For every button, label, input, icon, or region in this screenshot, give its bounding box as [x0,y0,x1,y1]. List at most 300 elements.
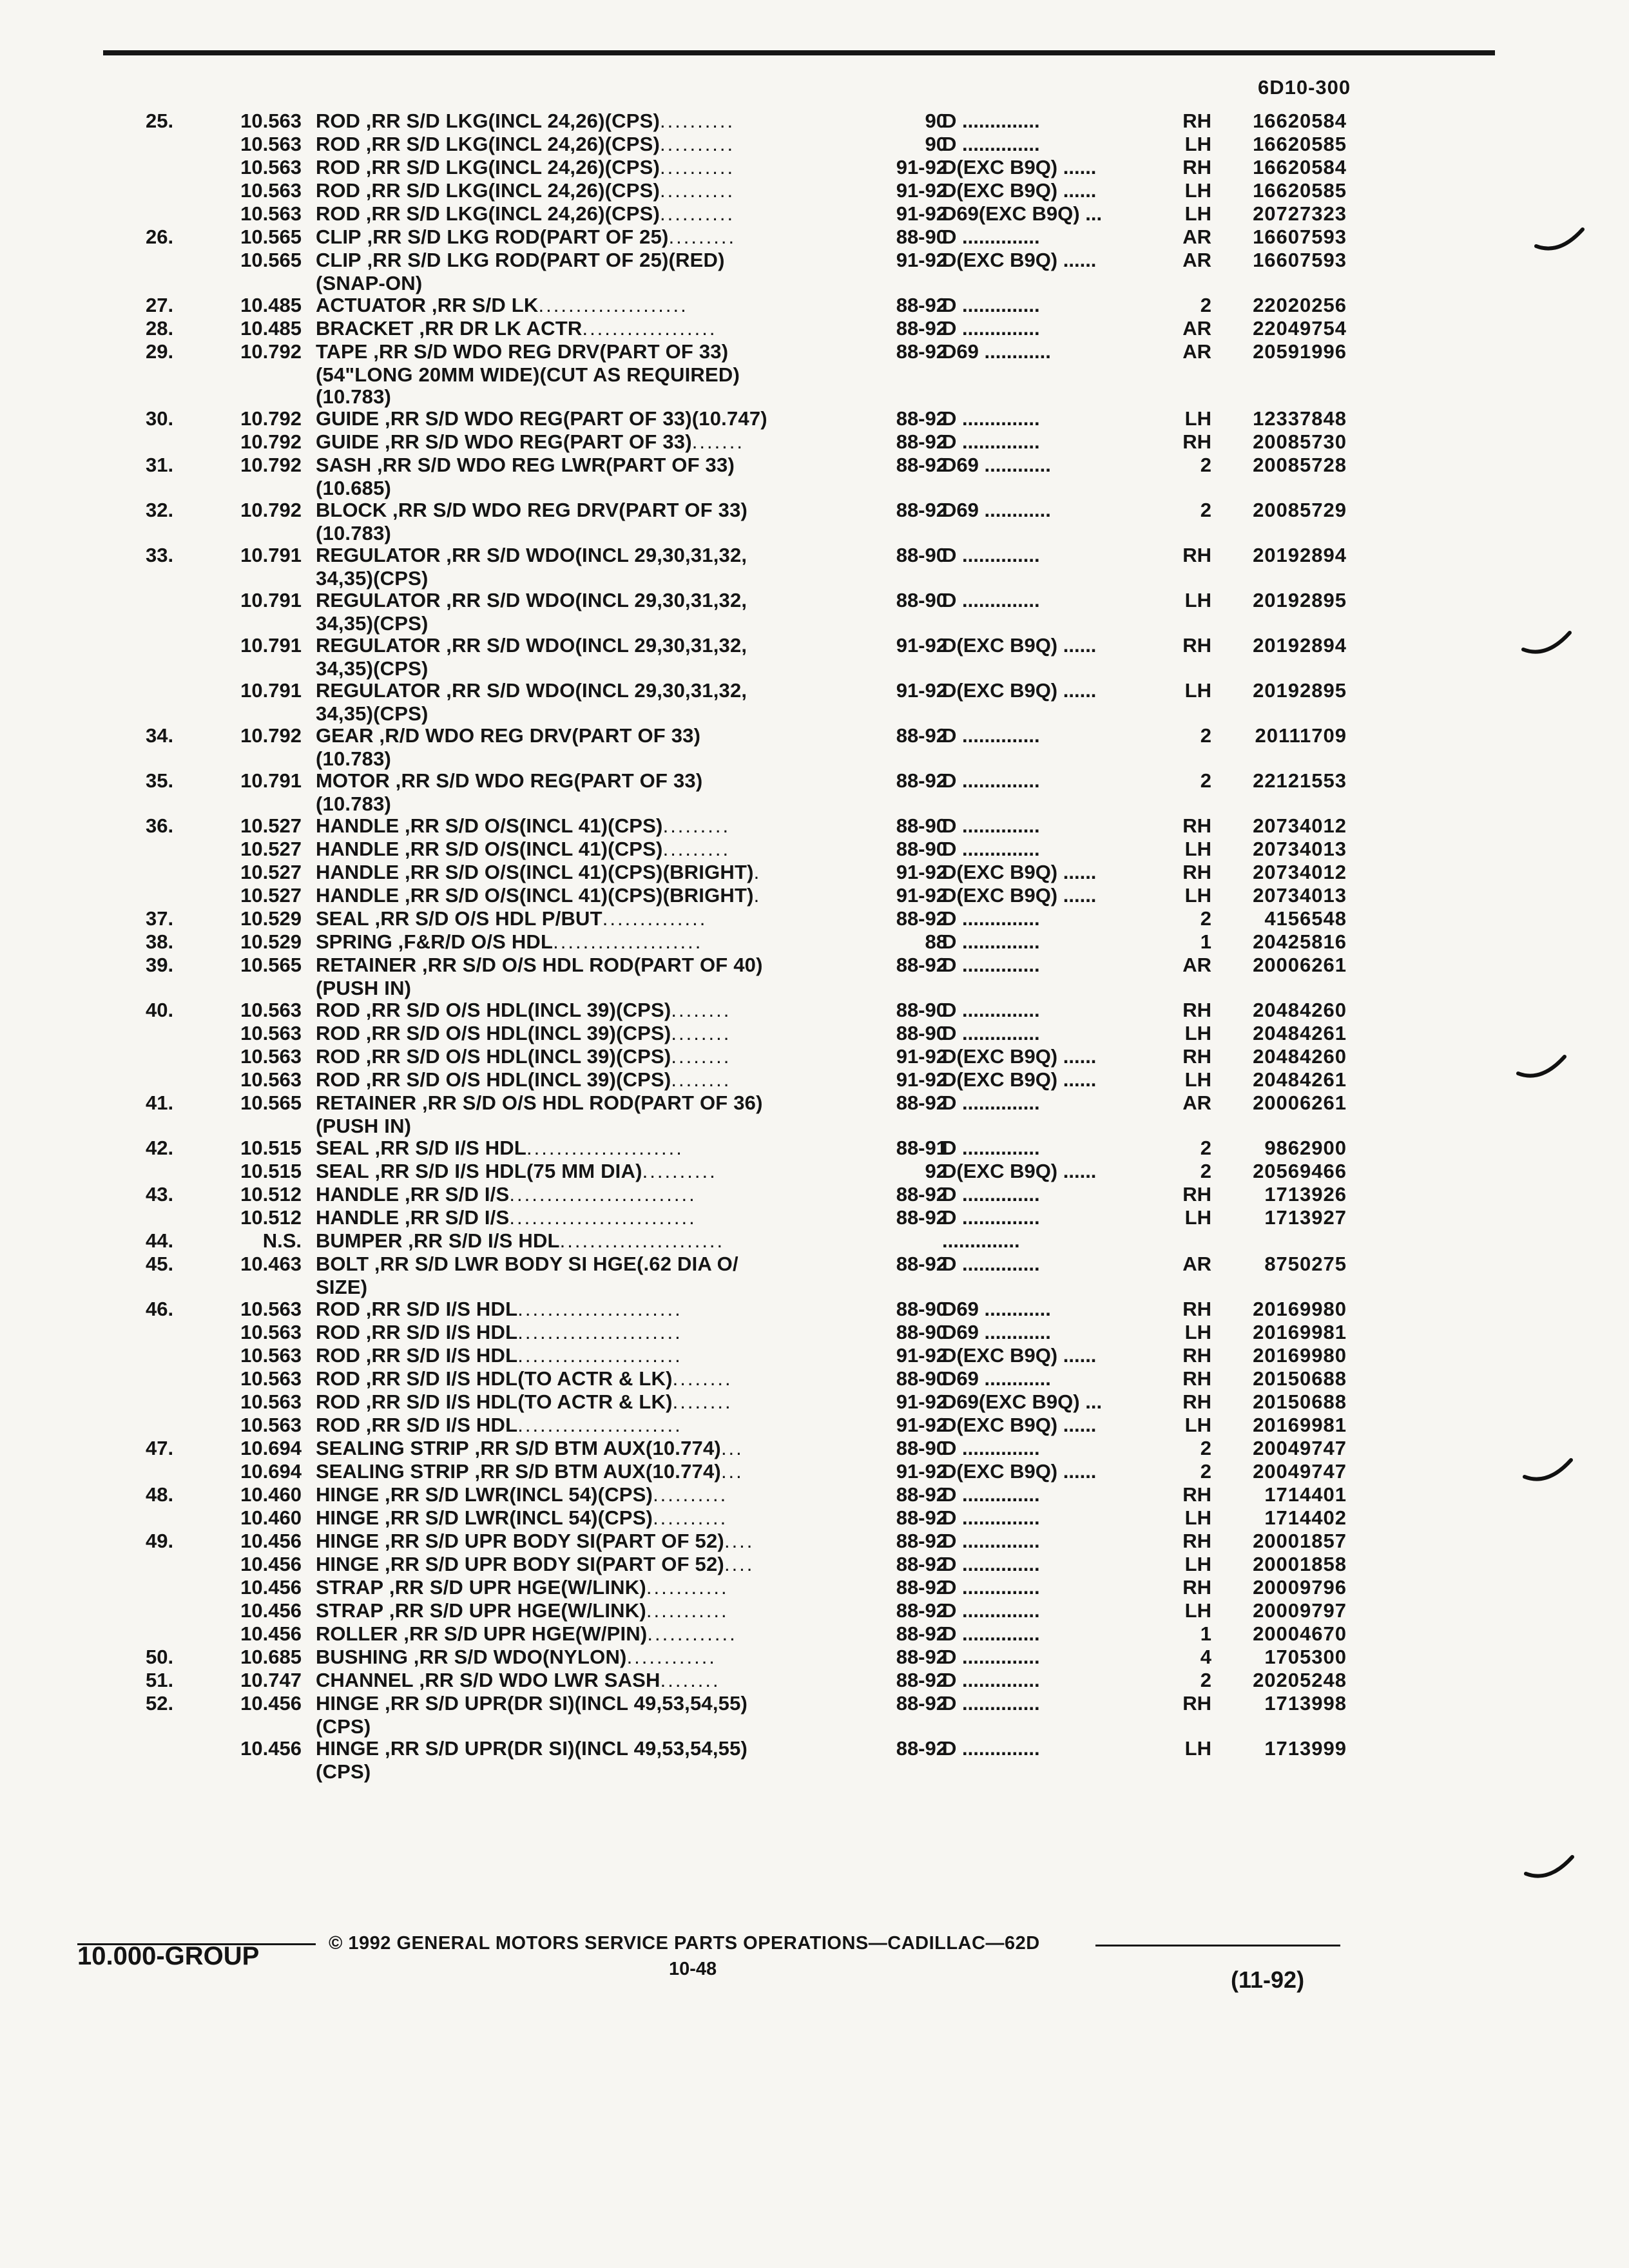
body-code: D .............. [942,1091,1040,1114]
part-number: 20169981 [1253,1321,1347,1343]
model-years: 91-92 [896,884,947,907]
body-code: D(EXC B9Q) ...... [942,1045,1097,1068]
description [316,1530,857,1553]
description-text: ,RR S/D O/S HDL(INCL 39)(CPS) [360,999,671,1021]
ref-number: 49. [146,1530,174,1552]
position: LH [1184,1737,1211,1760]
part-name: ROD [316,156,360,178]
position: RH [1182,1183,1211,1206]
position: AR [1182,317,1211,340]
group-number: 10.456 [240,1692,302,1715]
part-row [0,634,1629,657]
position: RH [1182,1576,1211,1599]
group-number: 10.515 [240,1160,302,1182]
leader-dots: ........ [671,999,731,1021]
body-code: D(EXC B9Q) ...... [942,884,1097,907]
body-code: D69 ............ [942,499,1051,521]
leader-dots: ......... [668,226,737,248]
model-years: 90 [925,110,947,132]
position: 2 [1200,907,1211,930]
description [316,930,857,954]
part-name: REGULATOR [316,679,441,702]
part-name: HANDLE [316,884,400,907]
part-name: BUSHING [316,1646,408,1668]
part-name: BLOCK [316,499,387,521]
position: AR [1182,1253,1211,1275]
part-row [0,1437,1629,1460]
group-number: 10.456 [240,1553,302,1575]
group-number: 10.456 [240,1576,302,1599]
leader-dots: ... [720,1460,744,1483]
part-number: 1713927 [1264,1206,1347,1229]
position: 2 [1200,1160,1211,1182]
part-number: 22020256 [1253,294,1347,316]
description [316,340,857,363]
part-name: ROD [316,1321,360,1343]
description-text: ,RR S/D O/S HDL ROD(PART OF 36) [416,1091,763,1114]
description-text: (10.783) [316,747,392,770]
description [316,522,857,545]
description-text: ,RR S/D I/S [399,1183,510,1206]
part-row [0,499,1629,522]
body-code: D(EXC B9Q) ...... [942,634,1097,657]
part-row [0,999,1629,1022]
body-code: D .............. [942,1253,1040,1275]
description [316,1576,857,1599]
description-text: (10.685) [316,477,392,499]
ref-number: 37. [146,907,174,930]
description [316,1437,857,1460]
model-years: 88-92 [896,499,947,521]
part-name: TAPE [316,340,368,363]
leader-dots: .... [724,1530,755,1552]
description-text: ,RR S/D I/S HDL [360,1321,518,1343]
position: RH [1182,634,1211,657]
part-row [0,1715,1629,1737]
leader-dots: . [753,861,762,883]
body-code: D .............. [942,1022,1040,1044]
body-code: D(EXC B9Q) ...... [942,1414,1097,1436]
leader-dots: ........... [646,1576,729,1599]
group-number: 10.563 [240,202,302,225]
part-name: HINGE [316,1692,380,1715]
position: AR [1182,340,1211,363]
part-number: 20001857 [1253,1530,1347,1552]
part-name: HINGE [316,1506,380,1529]
part-name: GUIDE [316,407,380,430]
part-name: BOLT [316,1253,369,1275]
ref-number: 41. [146,1091,174,1114]
body-code: D .............. [942,294,1040,316]
description-text: ,RR S/D LKG(INCL 24,26)(CPS) [360,110,660,132]
part-number: 16607593 [1253,226,1347,248]
leader-dots: ...................... [517,1344,682,1367]
part-number: 9862900 [1264,1137,1347,1159]
position: 2 [1200,294,1211,316]
part-name: CLIP [316,226,361,248]
part-number: 20001858 [1253,1553,1347,1575]
part-row [0,407,1629,430]
part-row [0,340,1629,363]
position: AR [1182,954,1211,976]
group-number: 10.565 [240,249,302,271]
group-number: 10.792 [240,407,302,430]
part-number: 16620585 [1253,179,1347,202]
group-number: 10.565 [240,226,302,248]
part-number: 20009797 [1253,1599,1347,1622]
leader-dots: ........ [660,1669,720,1691]
description-text: (10.783) [316,793,392,815]
description [316,884,857,907]
model-years: 88-90 [896,1321,947,1343]
part-name: ROD [316,1298,360,1320]
leader-dots: .......... [660,202,735,225]
model-years: 91-92 [896,179,947,202]
part-row [0,1483,1629,1506]
group-number: 10.563 [240,1344,302,1367]
part-row [0,1091,1629,1115]
part-name: SPRING [316,930,392,953]
ref-number: 46. [146,1298,174,1320]
body-code: D .............. [942,769,1040,792]
part-number: 20734012 [1253,861,1347,883]
part-row [0,385,1629,407]
description-text: ,RR DR LK ACTR [413,317,583,340]
description-text: ,RR S/D WDO(NYLON) [407,1646,627,1668]
part-row [0,1160,1629,1183]
group-number: 10.512 [240,1183,302,1206]
description [316,1506,857,1530]
position: 2 [1200,499,1211,521]
leader-dots: ........... [646,1599,729,1622]
binder-hole-mark [1522,1457,1574,1487]
description-text: ,RR S/D I/S HDL [369,1137,527,1159]
description [316,156,857,179]
group-number: N.S. [262,1229,302,1252]
part-number: 1713998 [1264,1692,1347,1715]
part-name: ROD [316,1344,360,1367]
part-name: ROD [316,179,360,202]
position: 2 [1200,1460,1211,1483]
part-row [0,1229,1629,1253]
description [316,317,857,340]
part-name: CHANNEL [316,1669,414,1691]
part-number: 22049754 [1253,317,1347,340]
part-number: 20169981 [1253,1414,1347,1436]
body-code: D(EXC B9Q) ...... [942,179,1097,202]
binder-hole-mark [1534,227,1585,256]
ref-number: 29. [146,340,174,363]
part-name: ROD [316,1414,360,1436]
part-number: 1714401 [1264,1483,1347,1506]
part-row [0,1253,1629,1276]
description-text: ,RR S/D I/S HDL(TO ACTR & LK) [360,1390,673,1413]
group-number: 10.791 [240,769,302,792]
body-code: D .............. [942,1599,1040,1622]
position: RH [1182,1344,1211,1367]
description [316,179,857,202]
leader-dots: .......... [653,1483,728,1506]
description-text: ,RR S/D UPR HGE(W/PIN) [398,1622,648,1645]
description [316,1229,857,1253]
position: LH [1184,838,1211,860]
description [316,226,857,249]
part-row [0,272,1629,294]
body-code: D69 ............ [942,340,1051,363]
description-text: ,RR S/D I/S [399,1206,510,1229]
part-name: SEALING STRIP [316,1460,469,1483]
description-text: 34,35)(CPS) [316,567,429,590]
part-row [0,612,1629,634]
body-code: D .............. [942,1553,1040,1575]
part-number: 20591996 [1253,340,1347,363]
part-number: 20085730 [1253,430,1347,453]
description-text: ,RR S/D O/S(INCL 41)(CPS) [399,838,663,860]
description-text: ,RR S/D O/S(INCL 41)(CPS) [399,814,663,837]
body-code: D(EXC B9Q) ...... [942,156,1097,178]
part-row [0,1344,1629,1367]
position: RH [1182,1390,1211,1413]
ref-number: 42. [146,1137,174,1159]
part-number: 4156548 [1264,907,1347,930]
position: LH [1184,1321,1211,1343]
part-row [0,1506,1629,1530]
part-name: ROD [316,1390,360,1413]
description [316,1669,857,1692]
description [316,1091,857,1115]
part-row [0,1414,1629,1437]
part-name: GEAR [316,724,374,747]
description-text: ,R/D WDO REG DRV(PART OF 33) [373,724,701,747]
group-number: 10.747 [240,1669,302,1691]
group-number: 10.565 [240,1091,302,1114]
part-row [0,793,1629,814]
part-row [0,977,1629,999]
ref-number: 47. [146,1437,174,1459]
ref-number: 30. [146,407,174,430]
part-number: 16620584 [1253,110,1347,132]
description [316,1692,857,1715]
group-number: 10.694 [240,1437,302,1459]
ref-number: 25. [146,110,174,132]
description [316,1414,857,1437]
part-number: 20205248 [1253,1669,1347,1691]
position: RH [1182,861,1211,883]
part-number: 12337848 [1253,407,1347,430]
part-row [0,317,1629,340]
description-text: ,RR S/D LWR(INCL 54)(CPS) [379,1506,653,1529]
part-row [0,156,1629,179]
position: RH [1182,1692,1211,1715]
body-code: D .............. [942,1206,1040,1229]
model-years: 88-92 [896,1183,947,1206]
position: RH [1182,1045,1211,1068]
description-text: ,RR S/D UPR(DR SI)(INCL 49,53,54,55) [379,1692,748,1715]
part-row [0,1692,1629,1715]
model-years: 91-92 [896,202,947,225]
body-code: D(EXC B9Q) ...... [942,679,1097,702]
part-row [0,589,1629,612]
body-code: D(EXC B9Q) ...... [942,249,1097,271]
description [316,385,857,408]
description-text: ,RR S/D WDO REG DRV(PART OF 33) [387,499,748,521]
group-number: 10.563 [240,1045,302,1068]
group-number: 10.685 [240,1646,302,1668]
model-years: 88-90 [896,589,947,611]
part-name: ACTUATOR [316,294,427,316]
model-years: 88-92 [896,454,947,476]
group-number: 10.792 [240,340,302,363]
description-text: ,RR S/D WDO(INCL 29,30,31,32, [440,634,747,657]
group-number: 10.792 [240,430,302,453]
group-number: 10.791 [240,589,302,611]
description [316,814,857,838]
part-number: 20192895 [1253,679,1347,702]
part-name: ROD [316,1022,360,1044]
part-row [0,814,1629,838]
ref-number: 34. [146,724,174,747]
group-number: 10.460 [240,1483,302,1506]
description-text: ,RR S/D WDO REG(PART OF 33) [379,430,692,453]
part-number: 1714402 [1264,1506,1347,1529]
position: LH [1184,1206,1211,1229]
group-number: 10.563 [240,1367,302,1390]
description [316,272,857,295]
leader-dots: .............. [602,907,708,930]
part-row [0,679,1629,702]
position: 2 [1200,724,1211,747]
part-name: RETAINER [316,1091,417,1114]
body-code: D(EXC B9Q) ...... [942,1160,1097,1182]
part-name: ROD [316,133,360,155]
description [316,1646,857,1669]
binder-hole-mark [1521,630,1572,660]
group-number: 10.527 [240,838,302,860]
part-row [0,1737,1629,1760]
part-number: 20484260 [1253,999,1347,1021]
description [316,1160,857,1183]
group-number: 10.792 [240,499,302,521]
group-number: 10.512 [240,1206,302,1229]
body-code: D(EXC B9Q) ...... [942,1068,1097,1091]
part-number: 20006261 [1253,1091,1347,1114]
description [316,1483,857,1506]
leader-dots: ........ [672,1367,733,1390]
part-row [0,1576,1629,1599]
model-years: 88-90 [896,1367,947,1390]
description-text: ,RR S/D I/S HDL(TO ACTR & LK) [360,1367,673,1390]
model-years: 88-92 [896,1737,947,1760]
body-code: D .............. [942,110,1040,132]
leader-dots: ............ [647,1622,737,1645]
part-row [0,1622,1629,1646]
model-years: 88-92 [896,1530,947,1552]
description-text: ,RR S/D I/S HDL [360,1344,518,1367]
description [316,477,857,500]
model-years: 88-92 [896,407,947,430]
group-number: 10.563 [240,179,302,202]
ref-number: 44. [146,1229,174,1252]
body-code: D .............. [942,1137,1040,1159]
group-number: 10.527 [240,814,302,837]
part-number: 20085729 [1253,499,1347,521]
description-text: ,RR S/D UPR(DR SI)(INCL 49,53,54,55) [379,1737,748,1760]
ref-number: 52. [146,1692,174,1715]
body-code: .............. [942,1229,1020,1252]
model-years: 91-92 [896,1045,947,1068]
description [316,1344,857,1367]
body-code: D .............. [942,999,1040,1021]
body-code: D .............. [942,317,1040,340]
part-row [0,1276,1629,1298]
part-name: HINGE [316,1483,380,1506]
description [316,249,857,272]
part-row [0,907,1629,930]
description-text: ,RR S/D UPR HGE(W/LINK) [383,1576,646,1599]
part-name: HANDLE [316,1206,400,1229]
model-years: 91-92 [896,1344,947,1367]
body-code: D69 ............ [942,1321,1051,1343]
part-row [0,1760,1629,1782]
part-number: 20734013 [1253,838,1347,860]
ref-number: 39. [146,954,174,976]
leader-dots: ........ [671,1045,731,1068]
position: RH [1182,430,1211,453]
body-code: D69(EXC B9Q) ... [942,202,1103,225]
description-text: ,RR S/D WDO REG LWR(PART OF 33) [371,454,735,476]
part-number: 20734013 [1253,884,1347,907]
model-years: 88-92 [896,1692,947,1715]
part-row [0,363,1629,385]
part-number: 20004670 [1253,1622,1347,1645]
description-text: ,RR S/D WDO REG DRV(PART OF 33) [367,340,729,363]
body-code: D .............. [942,544,1040,566]
leader-dots: ......................... [509,1183,697,1206]
description-text: ,F&R/D O/S HDL [392,930,554,953]
leader-dots: ......... [662,814,731,837]
body-code: D .............. [942,838,1040,860]
description [316,679,857,702]
description [316,1206,857,1229]
model-years: 88 [925,930,947,953]
part-number: 20192894 [1253,544,1347,566]
part-name: GUIDE [316,430,380,453]
part-row [0,249,1629,272]
part-name: STRAP [316,1599,384,1622]
part-number: 20569466 [1253,1160,1347,1182]
leader-dots: .......... [660,156,735,178]
part-name: SEAL [316,1137,369,1159]
body-code: D(EXC B9Q) ...... [942,1460,1097,1483]
group-label: 10.000-GROUP [77,1942,260,1970]
description-text: (54"LONG 20MM WIDE)(CUT AS REQUIRED) [316,363,740,386]
description-text: ,RR S/D WDO REG(PART OF 33) [389,769,703,792]
group-number: 10.563 [240,156,302,178]
part-row [0,747,1629,769]
part-row [0,657,1629,679]
group-number: 10.563 [240,110,302,132]
model-years: 91-92 [896,1414,947,1436]
position: RH [1182,156,1211,178]
description [316,110,857,133]
position: LH [1184,589,1211,611]
body-code: D .............. [942,1737,1040,1760]
description [316,1622,857,1646]
body-code: D .............. [942,226,1040,248]
ref-number: 31. [146,454,174,476]
part-number: 20049747 [1253,1437,1347,1459]
position: RH [1182,544,1211,566]
